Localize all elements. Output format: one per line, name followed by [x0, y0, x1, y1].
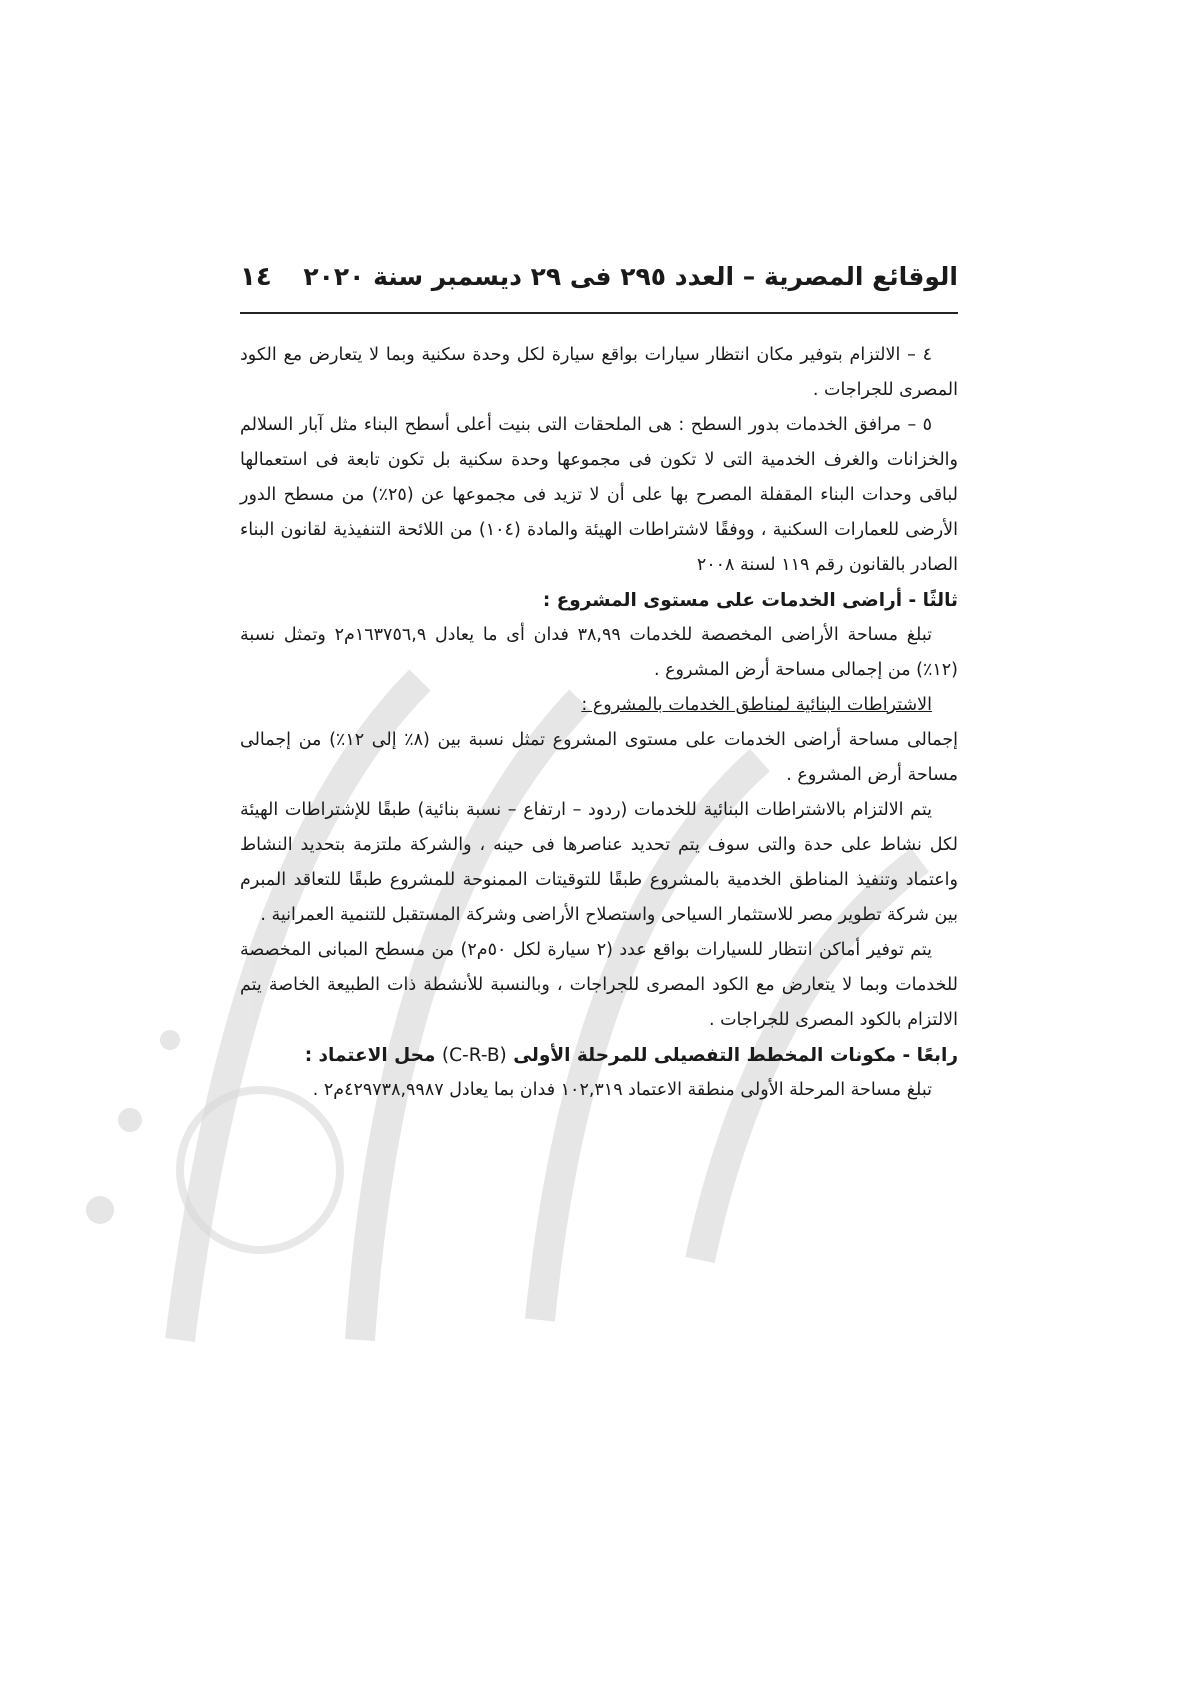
section-4-heading-suffix: محل الاعتماد : [304, 1045, 436, 1066]
section-4-code: (C-R-B) [441, 1045, 507, 1066]
page-number: ١٤ [240, 262, 272, 292]
paragraph-item-5: ٥ – مرافق الخدمات بدور السطح : هى الملحقات التى بنيت أعلى أسطح البناء مثل آبار السلالم والخزانات والغرف الخدمية التى لا تكون فى مجموعها وحدة سكنية بل تكون تابعة فى استعمالها لباقى وحدات البناء المقفلة المصرح بها على أن لا تزيد فى مجموعها عن (٢٥٪) من مسطح الدور الأرضى للعمارات السكنية ، ووفقًا لاشتراطات الهيئة والمادة (١٠٤) من اللائحة التنفيذية لقانون البناء الصادر بالقانون رقم ١١٩ لسنة ٢٠٠٨ [240, 415, 959, 575]
journal-title: الوقائع المصرية – العدد ٢٩٥ فى ٢٩ ديسمبر سنة ٢٠٢٠ [303, 262, 958, 291]
services-area-paragraph: تبلغ مساحة الأراضى المخصصة للخدمات ٣٨,٩٩ فدان أى ما يعادل ١٦٣٧٥٦,٩م٢ وتمثل نسبة (١٢٪) من إجمالى مساحة أرض المشروع . [240, 625, 958, 680]
parking-paragraph: يتم توفير أماكن انتظار للسيارات بواقع عدد (٢ سيارة لكل ٥٠م٢) من مسطح المبانى المخصصة للخدمات وبما لا يتعارض مع الكود المصرى للجراجات ، وبالنسبة للأنشطة ذات الطبيعة الخاصة يتم الالتزام بالكود المصرى للجراجات . [240, 940, 958, 1030]
document-body [240, 338, 958, 1108]
section-3-heading: ثالثًا - أراضى الخدمات على مستوى المشروع : [542, 590, 958, 611]
document-page [240, 262, 958, 1108]
page-header [240, 262, 958, 314]
services-conditions-subheading: الاشتراطات البنائية لمناطق الخدمات بالمشروع : [581, 695, 932, 715]
paragraph-item-4: ٤ – الالتزام بتوفير مكان انتظار سيارات بواقع سيارة لكل وحدة سكنية وبما لا يتعارض مع الكود المصرى للجراجات . [240, 345, 958, 400]
phase-one-area-paragraph: تبلغ مساحة المرحلة الأولى منطقة الاعتماد ١٠٢,٣١٩ فدان بما يعادل ٤٢٩٧٣٨,٩٩٨٧م٢ . [312, 1080, 932, 1100]
section-4-heading-text: رابعًا - مكونات المخطط التفصيلى للمرحلة الأولى [513, 1045, 958, 1066]
services-ratio-paragraph: إجمالى مساحة أراضى الخدمات على مستوى المشروع تمثل نسبة بين (٨٪ إلى ١٢٪) من إجمالى مساحة أرض المشروع . [240, 730, 958, 785]
building-conditions-paragraph: يتم الالتزام بالاشتراطات البنائية للخدمات (ردود – ارتفاع – نسبة بنائية) طبقًا للإشتراطات الهيئة لكل نشاط على حدة والتى سوف يتم تحديد عناصرها فى حينه ، والشركة ملتزمة بتحديد النشاط واعتماد وتنفيذ المناطق الخدمية بالمشروع طبقًا للتوقيتات الممنوحة للمشروع طبقًا للتعاقد المبرم بين شركة تطوير مصر للاستثمار السياحى واستصلاح الأراضى وشركة المستقبل للتنمية العمرانية . [240, 800, 958, 925]
section-4-heading [240, 1038, 958, 1073]
